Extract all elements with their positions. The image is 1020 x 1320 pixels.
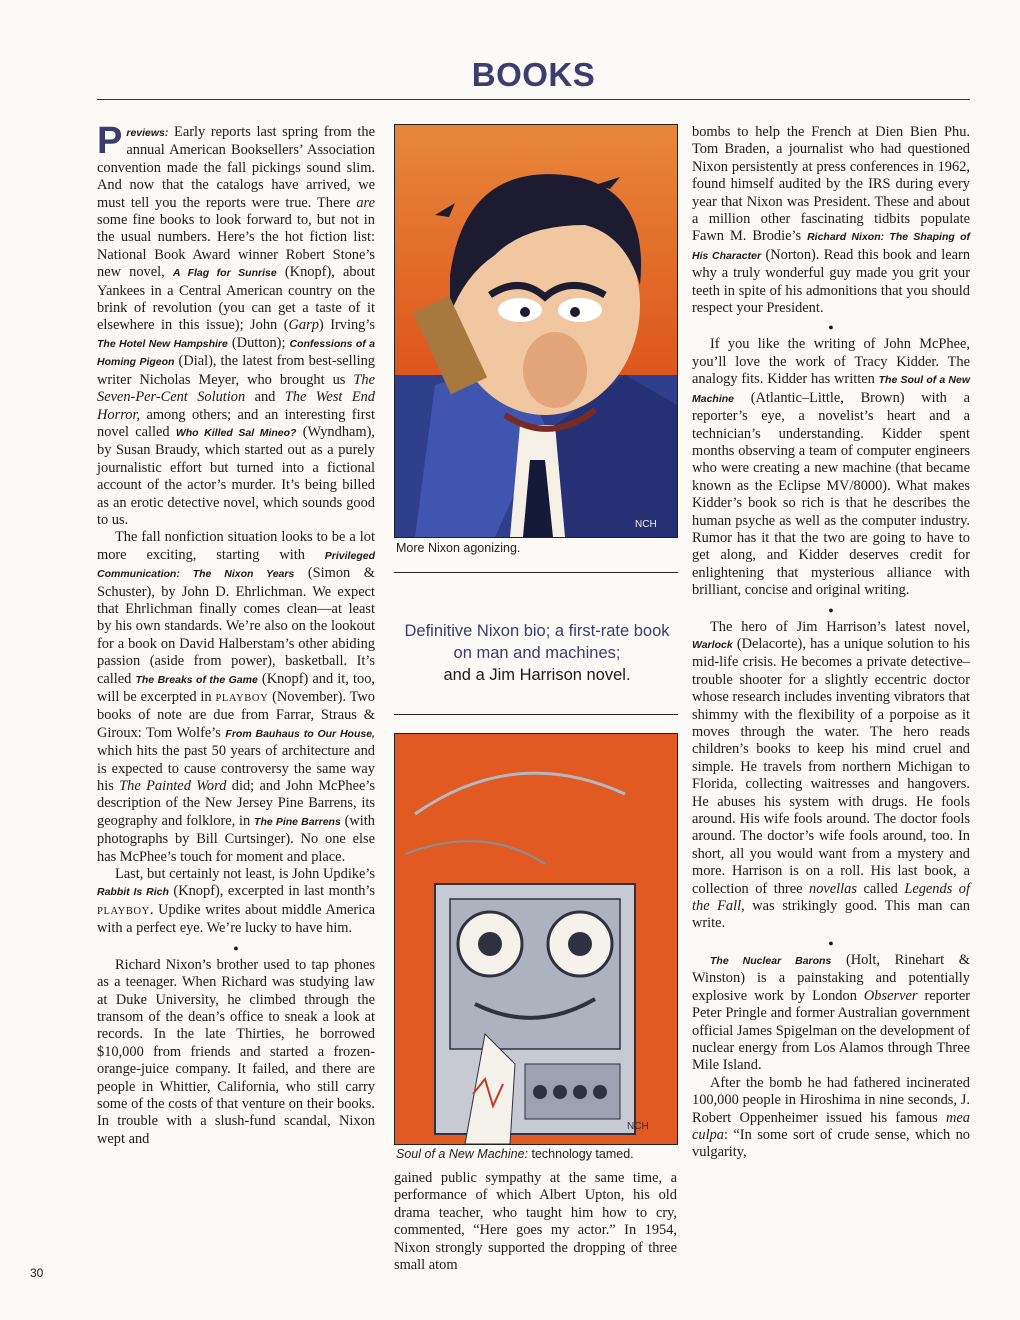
- book-title: Warlock: [692, 638, 733, 651]
- header-rule: [97, 99, 970, 100]
- machine-illustration: [394, 733, 678, 1145]
- book-title: The Pine Barrens: [254, 815, 341, 828]
- book-title: Rabbit Is Rich: [97, 886, 169, 899]
- book-title: Who Killed Sal Mineo?: [175, 426, 297, 439]
- page-number: 30: [30, 1266, 44, 1280]
- paragraph: After the bomb he had fathered incinerated 100,000 people in Hiroshima in nine seconds, J. Robert Oppenheimer issued his famous mea culpa: “In some sort of crude sense, which no vulgarity,: [692, 1074, 970, 1161]
- paragraph: The Nuclear Barons (Holt, Rinehart & Winston) is a painstaking and potentially explosive work by London Observer reporter Peter Pringle and former Australian government official James Spigelman on the development of nuclear energy from Los Alamos through Three Mile Island.: [692, 951, 970, 1074]
- column-2: [394, 1170, 677, 1274]
- nixon-caption: More Nixon agonizing.: [396, 541, 521, 555]
- paragraph: gained public sympathy at the same time, a performance of which Albert Upton, his old drama teacher, who taught him how to cry, commented, “Here goes my actor.” In 1954, Nixon strongly supported the dropping of three small atom: [394, 1170, 677, 1274]
- column-3: [692, 124, 970, 1162]
- machine-caption: Soul of a New Machine: technology tamed.: [396, 1147, 634, 1161]
- section-title: BOOKS: [471, 56, 596, 93]
- robot-machine-image: [395, 734, 677, 1144]
- separator-bullet: ●: [233, 942, 239, 953]
- book-title: From Bauhaus to Our House,: [225, 727, 375, 740]
- paragraph: Richard Nixon’s brother used to tap phones as a teenager. When Richard was studying law at Duke University, he climbed through the transom of the dean’s office to sneak a look at records. In the late Thirties, he borrowed $10,000 from friends and started a frozen-orange-juice company. It failed, and there are people in Whittier, California, who still carry some of the costs of that venture on their books. In trouble with a slush-fund scandal, Nixon wept and: [97, 956, 375, 1147]
- nixon-illustration: [394, 124, 678, 538]
- separator-bullet: ●: [828, 322, 834, 333]
- artist-signature: NCH: [635, 519, 657, 530]
- book-title: Privileged Communication: The Nixon Years: [97, 549, 375, 581]
- book-title: The Nuclear Barons: [710, 954, 832, 967]
- paragraph: bombs to help the French at Dien Bien Phu. Tom Braden, a journalist who had questioned Nixon persistently at press conferences in 1962, found himself audited by the IRS during every year that Nixon was President. These and about a million other fascinating tidbits populate Fawn M. Brodie’s Richard Nixon: The Shaping of His Character (Norton). Read this book and learn why a truly wonderful guy made you grit your teeth in spite of his admonitions that you should respect your President.: [692, 124, 971, 317]
- drop-cap: P: [97, 120, 123, 162]
- paragraph: Last, but certainly not least, is John Updike’s Rabbit Is Rich (Knopf), excerpted in last month’s PLAYBOY. Updike writes about middle America with a perfect eye. We’re lucky to have him.: [97, 866, 375, 937]
- pull-quote: Definitive Nixon bio; a first-rate book on man and machines; and a Jim Harrison novel.: [404, 622, 670, 684]
- book-title: Richard Nixon: The Shaping of His Character: [692, 231, 970, 262]
- separator-bullet: ●: [828, 604, 834, 615]
- page-header: [97, 56, 970, 102]
- book-title: The Soul of a New Machine: [692, 374, 970, 405]
- book-title: The Breaks of the Game: [135, 673, 258, 686]
- book-title: Legends of the Fall,: [692, 880, 970, 915]
- paragraph: If you like the writing of John McPhee, you’ll love the work of Tracy Kidder. The analogy fits. Kidder has written The Soul of a New Machine (Atlantic–Little, Brown) with a reporter’s eye, a novelist’s heart and a technician’s understanding. Kidder spent months observing a team of computer engineers who were creating a new machine (that became known as the Eclipse MV/8000). What makes Kidder’s book so rich is that he describes the human psyche as well as the computer industry. Rumor has it that the two are going to have to get along, and Kidder deserves credit for enlightening that mysterious alliance with brilliant, concise and original writing.: [692, 336, 970, 599]
- column-1: [97, 120, 376, 1148]
- pullquote-bottom-rule: [394, 714, 678, 715]
- book-title: A Flag for Sunrise: [172, 267, 277, 280]
- separator-bullet: ●: [828, 937, 834, 948]
- pullquote-top-rule: [394, 572, 678, 573]
- paragraph: The hero of Jim Harrison’s latest novel, Warlock (Delacorte), has a unique solution to his mid-life crisis. He becomes a private detective–trouble shooter for a slightly eccentric doctor whose research includes inventing vibrators that shimmy with the flexibility of a porpoise as it moves through the water. The hero reads children’s books to keep his mind cruel and simple. He travels from northern Michigan to Florida, collecting waitresses and hangovers. He abuses his system with drugs. He fools around. His wife fools around. The doctor fools around. The doctor’s wife fools around, too. In short, all you would want from a mystery and more. Harrison is on a roll. His last book, a collection of three novellas called Legends of the Fall, was strikingly good. This man can write.: [692, 618, 970, 932]
- nixon-caricature-image: [395, 125, 677, 537]
- paragraph: The fall nonfiction situation looks to be a lot more exciting, starting with Privileged Communication: The Nixon Years (Simon & Schuster), by John D. Ehrlichman. We expect that Ehrlichman finally comes clean—at least by his own standards. We’re also on the lookout for a book on David Halberstam’s other abiding passion (aside from power), basketball. It’s called The Breaks of the Game (Knopf) and it, too, will be excerpted in PLAYBOY (November). Two books of note are due from Farrar, Straus & Giroux: Tom Wolfe’s From Bauhaus to Our House, which hits the past 50 years of architecture and is expected to cause controversy the same way his The Painted Word did; and John McPhee’s description of the New Jersey Pine Barrens, its geography and folklore, in The Pine Barrens (with photographs by Bill Curtsinger). No one else has McPhee’s touch for moment and place.: [97, 529, 375, 865]
- book-title: The West End Horror,: [97, 389, 376, 423]
- book-title: Confessions of a Homing Pigeon: [97, 337, 375, 369]
- paragraph: Previews: Early reports last spring from the annual American Booksellers’ Association convention made the fall pickings sound slim. And now that the catalogs have arrived, we must tell you the reports were true. There are some fine books to look forward to, but not in the usual numbers. Here’s the hot fiction list: National Book Award winner Robert Stone’s new novel, A Flag for Sunrise (Knopf), about Yankees in a Central American country on the brink of revolution (you can get a taste of it elsewhere in this issue); John (Garp) Irving’s The Hotel New Hampshire (Dutton); Confessions of a Homing Pigeon (Dial), the latest from best-selling writer Nicholas Meyer, who brought us The Seven-Per-Cent Solution and The West End Horror, among others; and an interesting first novel called Who Killed Sal Mineo? (Wyndham), by Susan Braudy, which started out as a purely journalistic effort but turned into a fictional account of the actor’s murder. It’s being billed as an erotic detective novel, which sounds good to us.: [97, 120, 376, 528]
- book-title: The Seven-Per-Cent Solution: [97, 371, 375, 406]
- book-title: The Hotel New Hampshire: [97, 337, 228, 350]
- artist-signature: NCH: [627, 1121, 649, 1132]
- book-title: The Painted Word: [119, 778, 227, 795]
